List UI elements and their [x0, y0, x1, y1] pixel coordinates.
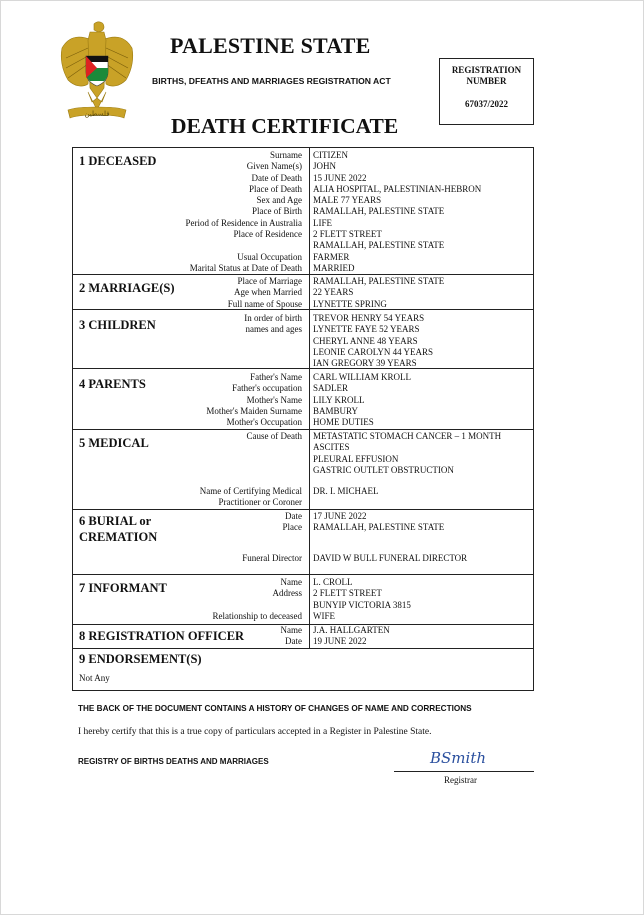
section-title: 5 MEDICAL	[79, 436, 149, 450]
registrar-signature	[428, 747, 498, 769]
section-title: 7 INFORMANT	[79, 581, 167, 595]
section-marriage	[73, 274, 533, 310]
field-value: CARL WILLIAM KROLL	[313, 372, 411, 382]
section-parents	[73, 368, 533, 430]
cause-of-death: PLEURAL EFFUSION	[313, 453, 399, 464]
field-value: LYNETTE SPRING	[313, 298, 387, 309]
signature-line	[394, 771, 534, 772]
section-title: 4 PARENTS	[79, 377, 146, 391]
field-label: Mother's Occupation	[226, 417, 302, 428]
field-label: names and ages	[245, 324, 302, 335]
field-label: Mother's Maiden Surname	[206, 405, 302, 416]
section-title: 1 DECEASED	[79, 154, 157, 168]
field-value: RAMALLAH, PALESTINE STATE	[313, 206, 445, 217]
informant-values	[313, 577, 411, 622]
section-title	[79, 513, 157, 545]
field-label: Cause of Death	[246, 431, 302, 441]
child-entry: LYNETTE FAYE 52 YEARS	[313, 324, 420, 335]
section-title: 2 MARRIAGE(S)	[79, 281, 175, 295]
registry-name: REGISTRY OF BIRTHS DEATHS AND MARRIAGES	[78, 757, 269, 766]
field-value: CITIZEN	[313, 150, 348, 160]
field-label	[186, 240, 302, 251]
field-value: RAMALLAH, PALESTINE STATE	[313, 522, 445, 533]
children-labels	[244, 313, 302, 336]
field-value: FARMER	[313, 251, 350, 262]
medical-causes	[313, 431, 501, 476]
field-label: Place of Marriage	[237, 276, 302, 286]
burial-values	[313, 511, 444, 534]
field-label: Name	[280, 577, 302, 587]
field-value: 2 FLETT STREET	[313, 229, 382, 240]
field-value: L. CROLL	[313, 577, 353, 587]
section-title: 3 CHILDREN	[79, 318, 156, 332]
act-subtitle: BIRTHS, DFEATHS AND MARRIAGES REGISTRATION ACT	[152, 76, 391, 86]
section-deceased	[73, 148, 533, 274]
field-label: Funeral Director	[242, 553, 302, 563]
field-label: Period of Residence in Australia	[185, 217, 302, 228]
field-value: HOME DUTIES	[313, 417, 374, 428]
registration-number-box	[439, 58, 534, 125]
field-label: Date	[285, 511, 302, 521]
field-label: Place of Birth	[252, 206, 302, 217]
endorsement-text: Not Any	[79, 673, 110, 683]
section-burial	[73, 509, 533, 575]
field-value: RAMALLAH, PALESTINE STATE	[313, 240, 445, 251]
field-label: Mother's Name	[246, 394, 302, 405]
cause-of-death: ASCITES	[313, 442, 350, 453]
field-value: BAMBURY	[313, 405, 359, 416]
funeral-director-label	[242, 553, 302, 564]
section-medical	[73, 429, 533, 510]
field-value: J.A. HALLGARTEN	[313, 625, 390, 635]
marriage-labels	[228, 276, 302, 310]
document-title: DEATH CERTIFICATE	[171, 114, 399, 138]
child-entry: LEONIE CAROLYN 44 YEARS	[313, 346, 434, 357]
informant-labels	[213, 577, 302, 622]
field-value: JOHN	[313, 161, 337, 172]
field-label: Practitioner or Coroner	[218, 497, 302, 508]
registrar-label: Registrar	[444, 775, 477, 785]
section-informant	[73, 574, 533, 625]
section-children	[73, 309, 533, 369]
field-value: ALIA HOSPITAL, PALESTINIAN-HEBRON	[313, 183, 482, 194]
field-label: Address	[272, 588, 302, 599]
certificate-table	[72, 147, 534, 691]
cause-of-death: GASTRIC OUTLET OBSTRUCTION	[313, 464, 454, 475]
section-title-line: CREMATION	[79, 530, 158, 544]
section-endorsement	[73, 648, 533, 691]
field-label: Place of Residence	[233, 229, 302, 240]
section-registration-officer	[73, 624, 533, 649]
parents-values	[313, 372, 411, 428]
field-value: MALE 77 YEARS	[313, 195, 382, 206]
column-divider	[309, 148, 310, 648]
section-title: 8 REGISTRATION OFFICER	[79, 629, 245, 643]
children-values	[313, 313, 433, 369]
field-value: 19 JUNE 2022	[313, 636, 367, 647]
medical-cause-label	[247, 431, 302, 442]
field-value: DAVID W BULL FUNERAL DIRECTOR	[313, 553, 468, 563]
field-value: 17 JUNE 2022	[313, 511, 367, 521]
registration-values	[313, 625, 390, 648]
number-label: NUMBER	[466, 76, 507, 86]
field-value: MARRIED	[313, 262, 355, 273]
field-label: Relationship to deceased	[212, 610, 302, 621]
field-label: Given Name(s)	[246, 161, 302, 172]
registration-label: REGISTRATION	[451, 65, 522, 75]
deceased-values	[313, 150, 481, 274]
field-value: RAMALLAH, PALESTINE STATE	[313, 276, 445, 286]
field-label: Date	[285, 636, 302, 647]
section-title-line: 6 BURIAL or	[79, 514, 152, 528]
funeral-director-value	[313, 553, 467, 564]
certifying-label	[200, 486, 302, 509]
field-label: Usual Occupation	[237, 251, 302, 262]
section-title: 9 ENDORSEMENT(S)	[79, 652, 202, 666]
field-label: Name	[280, 625, 302, 635]
field-value: 15 JUNE 2022	[313, 172, 367, 183]
field-label: Full name of Spouse	[227, 298, 302, 309]
field-label: Surname	[270, 150, 302, 160]
burial-labels	[283, 511, 303, 534]
cause-of-death: METASTATIC STOMACH CANCER – 1 MONTH	[313, 431, 502, 441]
field-value: WIFE	[313, 610, 335, 621]
field-value: DR. I. MICHAEL	[313, 486, 379, 496]
field-label: In order of birth	[244, 313, 302, 323]
field-value: BUNYIP VICTORIA 3815	[313, 599, 411, 610]
svg-text:BSmith: BSmith	[430, 749, 487, 767]
child-entry: IAN GREGORY 39 YEARS	[313, 358, 417, 369]
field-label	[213, 600, 302, 611]
field-label: Name of Certifying Medical	[199, 486, 302, 496]
certification-statement: I hereby certify that this is a true copy of particulars accepted in a Register in Palestine State.	[78, 727, 432, 737]
field-label: Sex and Age	[256, 195, 302, 206]
field-label: Age when Married	[234, 287, 302, 298]
field-value: 22 YEARS	[313, 287, 354, 298]
country-title: PALESTINE STATE	[170, 33, 371, 58]
field-label: Place of Death	[249, 183, 302, 194]
field-label: Marital Status at Date of Death	[189, 262, 302, 273]
marriage-values	[313, 276, 444, 310]
child-entry: CHERYL ANNE 48 YEARS	[313, 335, 418, 346]
child-entry: TREVOR HENRY 54 YEARS	[313, 313, 425, 323]
field-value: 2 FLETT STREET	[313, 588, 382, 599]
field-label: Father's occupation	[232, 383, 302, 394]
field-value: LIFE	[313, 217, 332, 228]
field-value: SADLER	[313, 383, 349, 394]
svg-text:فلسطين: فلسطين	[84, 110, 110, 118]
palestine-eagle-emblem-icon	[58, 18, 136, 126]
deceased-labels	[186, 150, 302, 274]
certifying-value	[313, 486, 379, 497]
field-label: Place	[282, 522, 302, 533]
registration-labels	[281, 625, 303, 648]
back-of-document-note: THE BACK OF THE DOCUMENT CONTAINS A HISTORY OF CHANGES OF NAME AND CORRECTIONS	[78, 704, 472, 713]
parents-labels	[206, 372, 302, 428]
field-value: LILY KROLL	[313, 394, 365, 405]
field-label: Father's Name	[250, 372, 302, 382]
field-label: Date of Death	[251, 172, 302, 183]
registration-number: 67037/2022	[464, 99, 508, 109]
